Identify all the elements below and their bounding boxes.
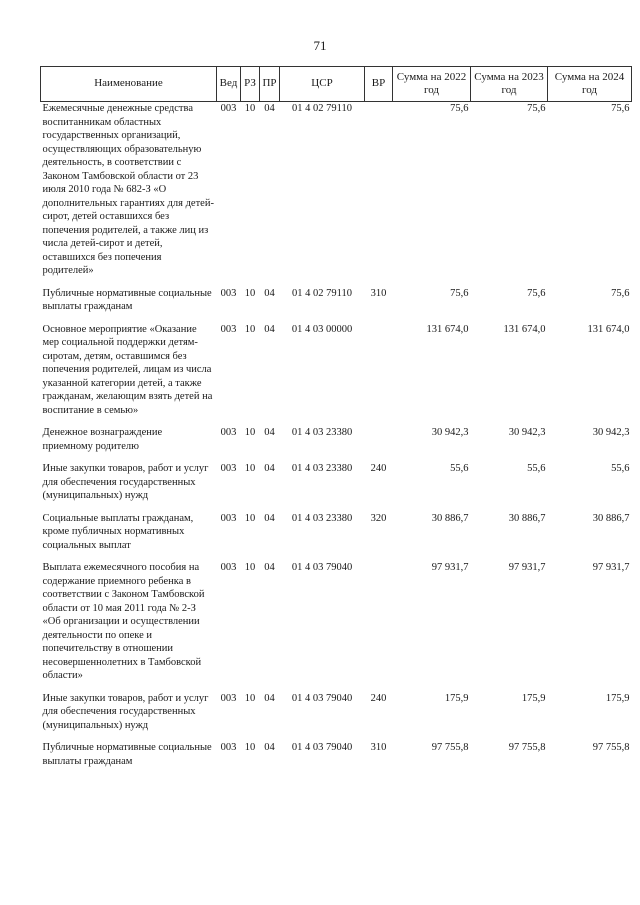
- row-name: Социальные выплаты гражданам, кроме публичных нормативных социальных выплат: [42, 512, 194, 551]
- row-name: Денежное вознаграждение приемному родителю: [42, 427, 163, 452]
- row-rz: 10: [244, 323, 256, 335]
- row-spacer: [41, 732, 632, 741]
- table-body: [41, 102, 632, 769]
- row-csr: 01 4 03 79040: [291, 692, 353, 704]
- budget-table: [40, 66, 632, 768]
- table-row: [41, 426, 632, 453]
- row-sum-2024: 97 755,8: [592, 742, 630, 753]
- row-spacer-cell: [41, 552, 632, 561]
- table-row: [41, 287, 632, 314]
- row-ved: 003: [220, 427, 237, 438]
- row-spacer-cell: [41, 278, 632, 287]
- row-name: Публичные нормативные социальные выплаты гражданам: [42, 742, 212, 767]
- row-spacer-cell: [41, 503, 632, 512]
- row-ved: 003: [220, 103, 237, 114]
- table-row: [41, 561, 632, 683]
- row-name: Иные закупки товаров, работ и услуг для обеспечения государственных (муниципальных) нужд: [42, 692, 209, 731]
- table-row: [41, 102, 632, 278]
- row-sum-2022: 97 931,7: [431, 562, 469, 573]
- table-row: [41, 692, 632, 733]
- row-sum-2023: 30 942,3: [508, 427, 546, 438]
- header-name: Наименование: [41, 67, 217, 102]
- row-pr: 04: [264, 287, 275, 299]
- row-ved: 003: [220, 512, 237, 524]
- row-sum-2022: 75,6: [450, 287, 469, 299]
- row-sum-2022: 131 674,0: [426, 323, 469, 335]
- row-csr: 01 4 03 79040: [291, 742, 353, 753]
- row-vr: 240: [370, 463, 387, 474]
- row-vr: [365, 426, 393, 453]
- row-vr: [365, 561, 393, 683]
- row-pr: 04: [264, 562, 275, 573]
- row-vr: 310: [370, 287, 387, 299]
- row-spacer: [41, 683, 632, 692]
- row-ved: 003: [220, 463, 237, 474]
- row-name: Публичные нормативные социальные выплаты гражданам: [42, 287, 212, 312]
- header-csr: ЦСР: [280, 67, 365, 102]
- table-header-row: [41, 67, 632, 102]
- row-sum-2022: 55,6: [450, 463, 469, 474]
- row-spacer: [41, 314, 632, 323]
- row-sum-2022: 30 942,3: [431, 427, 469, 438]
- header-sum-2024: Сумма на 2024 год: [548, 67, 632, 102]
- row-sum-2022: 175,9: [444, 692, 469, 704]
- row-pr: 04: [264, 103, 275, 114]
- table-row: [41, 462, 632, 503]
- row-sum-2022: 30 886,7: [431, 512, 469, 524]
- row-ved: 003: [220, 287, 237, 299]
- row-vr: [365, 323, 393, 418]
- row-csr: 01 4 03 00000: [291, 323, 353, 335]
- row-sum-2024: 75,6: [611, 287, 630, 299]
- row-spacer: [41, 552, 632, 561]
- row-rz: 10: [244, 692, 256, 704]
- row-ved: 003: [220, 562, 237, 573]
- row-spacer-cell: [41, 453, 632, 462]
- row-sum-2023: 97 931,7: [508, 562, 546, 573]
- row-sum-2023: 75,6: [527, 103, 546, 114]
- row-sum-2023: 175,9: [521, 692, 546, 704]
- row-spacer: [41, 453, 632, 462]
- row-vr: 320: [370, 512, 387, 524]
- row-sum-2022: 75,6: [450, 103, 469, 114]
- row-spacer: [41, 417, 632, 426]
- row-pr: 04: [264, 512, 275, 524]
- row-name: Выплата ежемесячного пособия на содержание приемного ребенка в соответствии с Законом Тамбовской области от 10 мая 2011 года № 2-З «Об организации и осуществлении деятельности по опеке и попечительству в отношении несовершеннолетних в Тамбовской области»: [42, 562, 205, 681]
- row-ved: 003: [220, 742, 237, 753]
- row-rz: 10: [244, 103, 256, 114]
- row-rz: 10: [244, 512, 256, 524]
- row-pr: 04: [264, 463, 275, 474]
- row-vr: 310: [370, 742, 387, 753]
- row-sum-2023: 55,6: [527, 463, 546, 474]
- row-vr: 240: [370, 692, 387, 704]
- row-sum-2022: 97 755,8: [431, 742, 469, 753]
- row-pr: 04: [264, 323, 275, 335]
- row-sum-2023: 97 755,8: [508, 742, 546, 753]
- row-pr: 04: [264, 692, 275, 704]
- row-ved: 003: [220, 323, 237, 335]
- header-ved: Вед: [217, 67, 241, 102]
- row-name: Основное мероприятие «Оказание мер социальной поддержки детям-сиротам, детям, оставшимся без попечения родителей, лицам из числа указанной категории детей, а также гражданам, желающим взять детей на воспитание в семью»: [42, 323, 213, 416]
- row-rz: 10: [244, 427, 256, 438]
- header-pr: ПР: [260, 67, 280, 102]
- table-row: [41, 741, 632, 768]
- row-sum-2024: 131 674,0: [587, 323, 630, 335]
- row-spacer-cell: [41, 314, 632, 323]
- row-sum-2024: 97 931,7: [592, 562, 630, 573]
- row-vr: [365, 102, 393, 278]
- row-csr: 01 4 03 79040: [291, 562, 353, 573]
- row-rz: 10: [244, 742, 256, 753]
- row-pr: 04: [264, 742, 275, 753]
- row-rz: 10: [244, 463, 256, 474]
- header-vr: ВР: [365, 67, 393, 102]
- row-sum-2023: 131 674,0: [503, 323, 546, 335]
- row-csr: 01 4 03 23380: [291, 463, 353, 474]
- row-name: Иные закупки товаров, работ и услуг для обеспечения государственных (муниципальных) нужд: [42, 463, 209, 501]
- header-sum-2023: Сумма на 2023 год: [471, 67, 548, 102]
- row-sum-2024: 30 942,3: [592, 427, 630, 438]
- table-row: [41, 323, 632, 418]
- header-sum-2022: Сумма на 2022 год: [393, 67, 471, 102]
- row-rz: 10: [244, 562, 256, 573]
- row-sum-2023: 30 886,7: [508, 512, 546, 524]
- row-sum-2024: 55,6: [611, 463, 630, 474]
- row-name: Ежемесячные денежные средства воспитанникам областных государственных организаций, осуществляющих образовательную деятельность, в соответствии с Законом Тамбовской области от 23 июля 2010 года № 682-З «О дополнительных гарантиях для детей-сирот, детей оставшихся без попечения родителей, а также лиц из числа детей-сирот и детей, оставшихся без попечения родителей»: [42, 103, 214, 276]
- row-spacer-cell: [41, 417, 632, 426]
- row-rz: 10: [244, 287, 256, 299]
- row-ved: 003: [220, 692, 237, 704]
- row-sum-2024: 30 886,7: [592, 512, 630, 524]
- row-csr: 01 4 02 79110: [292, 103, 352, 114]
- row-spacer: [41, 503, 632, 512]
- row-spacer: [41, 278, 632, 287]
- row-pr: 04: [264, 427, 275, 438]
- table-row: [41, 512, 632, 553]
- row-csr: 01 4 03 23380: [291, 427, 353, 438]
- page-number: 71: [313, 38, 327, 53]
- row-sum-2024: 75,6: [611, 103, 630, 114]
- row-spacer-cell: [41, 732, 632, 741]
- row-spacer-cell: [41, 683, 632, 692]
- row-sum-2023: 75,6: [527, 287, 546, 299]
- header-rz: РЗ: [241, 67, 260, 102]
- row-sum-2024: 175,9: [605, 692, 630, 704]
- row-csr: 01 4 02 79110: [292, 287, 352, 299]
- row-csr: 01 4 03 23380: [291, 512, 353, 524]
